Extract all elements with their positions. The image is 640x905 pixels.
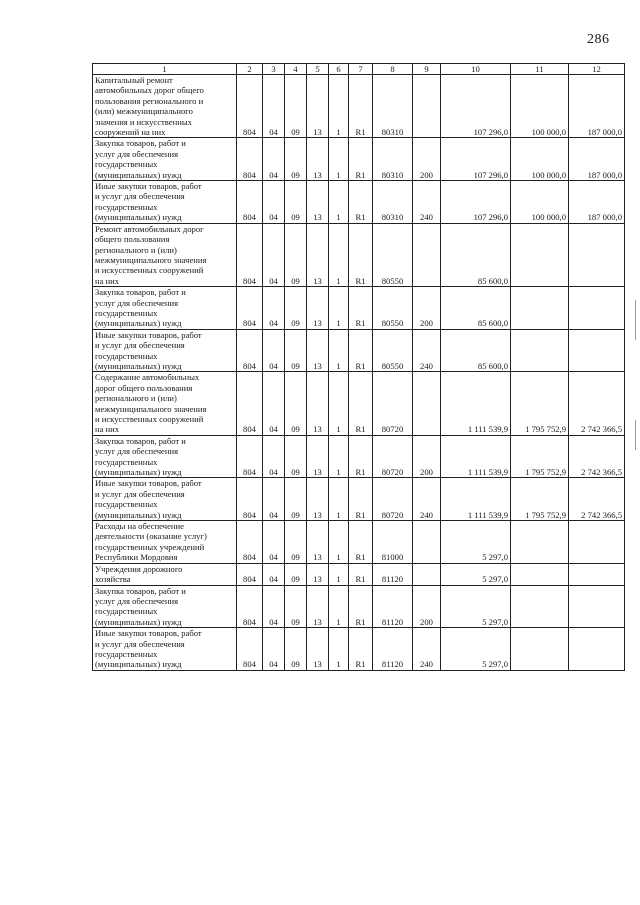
cell-col-10: 5 297,0 [441, 521, 511, 564]
cell-col-5: 13 [307, 521, 329, 564]
cell-col-7: R1 [349, 138, 373, 181]
cell-col-10: 107 296,0 [441, 181, 511, 224]
cell-col-9: 240 [413, 181, 441, 224]
description-line: Содержание автомобильных [95, 372, 200, 383]
description-line: автомобильных дорог общего [95, 85, 204, 96]
cell-col-2: 804 [237, 181, 263, 224]
cell-col-12 [569, 223, 625, 286]
table-row [93, 585, 625, 628]
cell-col-3: 04 [263, 435, 285, 478]
description-line: Закупка товаров, работ и [95, 585, 186, 596]
scan-edge-mark [635, 420, 636, 450]
column-header: 11 [511, 64, 569, 75]
cell-col-2: 804 [237, 563, 263, 585]
cell-col-10: 5 297,0 [441, 563, 511, 585]
row-description [93, 181, 237, 224]
cell-col-2: 804 [237, 521, 263, 564]
cell-col-10: 1 111 539,9 [441, 478, 511, 521]
table-row [93, 138, 625, 181]
cell-col-8: 80720 [373, 478, 413, 521]
description-line: межмуниципального значения [95, 254, 207, 265]
scan-edge-mark [635, 300, 636, 340]
description-line: значения и искусственных [95, 116, 192, 127]
cell-col-4: 09 [285, 478, 307, 521]
cell-col-9 [413, 223, 441, 286]
cell-col-11: 100 000,0 [511, 75, 569, 138]
cell-col-2: 804 [237, 435, 263, 478]
description-line: пользования регионального и [95, 95, 204, 106]
cell-col-4: 09 [285, 287, 307, 330]
cell-col-7: R1 [349, 372, 373, 435]
description-line: и услуг для обеспечения [95, 340, 185, 351]
column-header: 6 [329, 64, 349, 75]
cell-col-9: 240 [413, 628, 441, 671]
cell-col-6: 1 [329, 478, 349, 521]
description-line: на них [95, 424, 120, 435]
cell-col-11 [511, 223, 569, 286]
row-description [93, 287, 237, 330]
table-header-row [93, 64, 625, 75]
cell-col-10: 85 600,0 [441, 329, 511, 372]
table-row [93, 563, 625, 585]
cell-col-9 [413, 372, 441, 435]
cell-col-3: 04 [263, 521, 285, 564]
cell-col-4: 09 [285, 223, 307, 286]
cell-col-3: 04 [263, 75, 285, 138]
table-row [93, 287, 625, 330]
cell-col-3: 04 [263, 585, 285, 628]
cell-col-4: 09 [285, 138, 307, 181]
description-line: Закупка товаров, работ и [95, 287, 186, 298]
table-row [93, 75, 625, 138]
description-line: и искусственных сооружений [95, 265, 204, 276]
cell-col-11: 1 795 752,9 [511, 478, 569, 521]
column-header: 2 [237, 64, 263, 75]
cell-col-5: 13 [307, 563, 329, 585]
row-description [93, 223, 237, 286]
row-description [93, 563, 237, 585]
description-line: (муниципальных) нужд [95, 318, 182, 329]
description-line: Ремонт автомобильных дорог [95, 223, 204, 234]
description-line: (муниципальных) нужд [95, 616, 182, 627]
description-line: государственных [95, 606, 158, 617]
cell-col-2: 804 [237, 585, 263, 628]
cell-col-11 [511, 521, 569, 564]
description-line: государственных [95, 350, 158, 361]
cell-col-12: 187 000,0 [569, 138, 625, 181]
cell-col-6: 1 [329, 563, 349, 585]
cell-col-12: 187 000,0 [569, 181, 625, 224]
cell-col-8: 80310 [373, 138, 413, 181]
cell-col-5: 13 [307, 628, 329, 671]
cell-col-11 [511, 287, 569, 330]
description-line: Иные закупки товаров, работ [95, 478, 202, 489]
cell-col-8: 80310 [373, 75, 413, 138]
cell-col-6: 1 [329, 287, 349, 330]
cell-col-7: R1 [349, 585, 373, 628]
cell-col-12: 187 000,0 [569, 75, 625, 138]
cell-col-6: 1 [329, 435, 349, 478]
cell-col-5: 13 [307, 329, 329, 372]
cell-col-5: 13 [307, 181, 329, 224]
budget-table [92, 63, 625, 671]
cell-col-2: 804 [237, 223, 263, 286]
cell-col-3: 04 [263, 628, 285, 671]
description-line: государственных учреждений [95, 541, 205, 552]
description-line: услуг для обеспечения [95, 446, 179, 457]
cell-col-8: 81000 [373, 521, 413, 564]
cell-col-12 [569, 563, 625, 585]
cell-col-6: 1 [329, 75, 349, 138]
row-description [93, 521, 237, 564]
cell-col-12: 2 742 366,5 [569, 435, 625, 478]
description-line: государственных [95, 307, 158, 318]
description-line: и услуг для обеспечения [95, 488, 185, 499]
description-line: Иные закупки товаров, работ [95, 181, 202, 192]
description-line: услуг для обеспечения [95, 297, 179, 308]
cell-col-7: R1 [349, 628, 373, 671]
cell-col-6: 1 [329, 372, 349, 435]
cell-col-4: 09 [285, 585, 307, 628]
row-description [93, 138, 237, 181]
cell-col-3: 04 [263, 329, 285, 372]
description-line: Учреждения дорожного [95, 563, 183, 574]
column-header: 5 [307, 64, 329, 75]
cell-col-4: 09 [285, 521, 307, 564]
description-line: (муниципальных) нужд [95, 212, 182, 223]
cell-col-7: R1 [349, 563, 373, 585]
cell-col-3: 04 [263, 287, 285, 330]
description-line: (или) межмуниципального [95, 106, 193, 117]
cell-col-3: 04 [263, 478, 285, 521]
description-line: Иные закупки товаров, работ [95, 628, 202, 639]
table-row [93, 478, 625, 521]
cell-col-7: R1 [349, 478, 373, 521]
cell-col-10: 1 111 539,9 [441, 435, 511, 478]
cell-col-3: 04 [263, 372, 285, 435]
cell-col-9: 200 [413, 287, 441, 330]
column-header: 4 [285, 64, 307, 75]
cell-col-12 [569, 329, 625, 372]
cell-col-11 [511, 329, 569, 372]
cell-col-9: 240 [413, 329, 441, 372]
cell-col-5: 13 [307, 223, 329, 286]
cell-col-10: 1 111 539,9 [441, 372, 511, 435]
cell-col-10: 107 296,0 [441, 75, 511, 138]
cell-col-6: 1 [329, 521, 349, 564]
row-description [93, 329, 237, 372]
table-row [93, 628, 625, 671]
cell-col-6: 1 [329, 329, 349, 372]
cell-col-9: 200 [413, 138, 441, 181]
cell-col-5: 13 [307, 478, 329, 521]
description-line: услуг для обеспечения [95, 148, 179, 159]
cell-col-10: 107 296,0 [441, 138, 511, 181]
cell-col-2: 804 [237, 628, 263, 671]
table-row [93, 372, 625, 435]
description-line: услуг для обеспечения [95, 595, 179, 606]
cell-col-8: 81120 [373, 563, 413, 585]
row-description [93, 628, 237, 671]
cell-col-11: 1 795 752,9 [511, 372, 569, 435]
cell-col-7: R1 [349, 435, 373, 478]
row-description [93, 372, 237, 435]
description-line: и услуг для обеспечения [95, 638, 185, 649]
cell-col-5: 13 [307, 585, 329, 628]
column-header: 1 [93, 64, 237, 75]
cell-col-2: 804 [237, 329, 263, 372]
cell-col-5: 13 [307, 372, 329, 435]
cell-col-2: 804 [237, 478, 263, 521]
description-line: государственных [95, 201, 158, 212]
description-line: дорог общего пользования [95, 382, 193, 393]
cell-col-7: R1 [349, 223, 373, 286]
row-description [93, 435, 237, 478]
row-description [93, 585, 237, 628]
cell-col-8: 80310 [373, 181, 413, 224]
column-header: 3 [263, 64, 285, 75]
description-line: (муниципальных) нужд [95, 360, 182, 371]
table-row [93, 435, 625, 478]
table-row [93, 181, 625, 224]
cell-col-3: 04 [263, 223, 285, 286]
cell-col-2: 804 [237, 287, 263, 330]
cell-col-4: 09 [285, 181, 307, 224]
cell-col-10: 85 600,0 [441, 287, 511, 330]
description-line: (муниципальных) нужд [95, 659, 182, 670]
cell-col-11 [511, 585, 569, 628]
description-line: Закупка товаров, работ и [95, 138, 186, 149]
cell-col-2: 804 [237, 75, 263, 138]
cell-col-4: 09 [285, 329, 307, 372]
table-row [93, 223, 625, 286]
cell-col-6: 1 [329, 223, 349, 286]
cell-col-10: 5 297,0 [441, 585, 511, 628]
cell-col-7: R1 [349, 75, 373, 138]
cell-col-6: 1 [329, 585, 349, 628]
cell-col-8: 80550 [373, 223, 413, 286]
cell-col-11: 1 795 752,9 [511, 435, 569, 478]
cell-col-4: 09 [285, 435, 307, 478]
cell-col-8: 80720 [373, 435, 413, 478]
description-line: деятельности (оказание услуг) [95, 531, 207, 542]
cell-col-9 [413, 75, 441, 138]
column-header: 9 [413, 64, 441, 75]
cell-col-7: R1 [349, 181, 373, 224]
cell-col-5: 13 [307, 435, 329, 478]
table-row [93, 521, 625, 564]
description-line: государственных [95, 648, 158, 659]
description-line: государственных [95, 456, 158, 467]
cell-col-4: 09 [285, 563, 307, 585]
description-line: государственных [95, 499, 158, 510]
cell-col-12 [569, 287, 625, 330]
cell-col-4: 09 [285, 75, 307, 138]
cell-col-8: 80550 [373, 287, 413, 330]
description-line: (муниципальных) нужд [95, 169, 182, 180]
cell-col-9: 240 [413, 478, 441, 521]
description-line: сооружений на них [95, 127, 166, 138]
description-line: и искусственных сооружений [95, 414, 204, 424]
cell-col-12 [569, 521, 625, 564]
cell-col-4: 09 [285, 372, 307, 435]
cell-col-11: 100 000,0 [511, 138, 569, 181]
description-line: Капитальный ремонт [95, 75, 173, 85]
description-line: Иные закупки товаров, работ [95, 329, 202, 340]
column-header: 7 [349, 64, 373, 75]
cell-col-5: 13 [307, 138, 329, 181]
description-line: регионального и (или) [95, 393, 177, 404]
description-line: (муниципальных) нужд [95, 467, 182, 478]
cell-col-11: 100 000,0 [511, 181, 569, 224]
description-line: Закупка товаров, работ и [95, 435, 186, 446]
cell-col-2: 804 [237, 138, 263, 181]
description-line: государственных [95, 159, 158, 170]
cell-col-6: 1 [329, 628, 349, 671]
cell-col-6: 1 [329, 138, 349, 181]
description-line: межмуниципального значения [95, 403, 207, 414]
column-header: 8 [373, 64, 413, 75]
cell-col-10: 5 297,0 [441, 628, 511, 671]
description-line: общего пользования [95, 234, 170, 245]
page-number: 286 [587, 32, 610, 47]
cell-col-9: 200 [413, 435, 441, 478]
description-line: регионального и (или) [95, 244, 177, 255]
description-line: хозяйства [95, 574, 131, 585]
cell-col-12: 2 742 366,5 [569, 372, 625, 435]
cell-col-10: 85 600,0 [441, 223, 511, 286]
description-line: на них [95, 275, 120, 286]
cell-col-8: 80720 [373, 372, 413, 435]
cell-col-7: R1 [349, 521, 373, 564]
description-line: и услуг для обеспечения [95, 191, 185, 202]
cell-col-8: 80550 [373, 329, 413, 372]
cell-col-3: 04 [263, 563, 285, 585]
table-row [93, 329, 625, 372]
cell-col-3: 04 [263, 138, 285, 181]
cell-col-12 [569, 585, 625, 628]
cell-col-3: 04 [263, 181, 285, 224]
description-line: (муниципальных) нужд [95, 509, 182, 520]
column-header: 10 [441, 64, 511, 75]
cell-col-2: 804 [237, 372, 263, 435]
row-description [93, 478, 237, 521]
cell-col-8: 81120 [373, 628, 413, 671]
cell-col-8: 81120 [373, 585, 413, 628]
cell-col-5: 13 [307, 287, 329, 330]
cell-col-9 [413, 563, 441, 585]
cell-col-12: 2 742 366,5 [569, 478, 625, 521]
cell-col-9 [413, 521, 441, 564]
description-line: Расходы на обеспечение [95, 521, 184, 532]
column-header: 12 [569, 64, 625, 75]
cell-col-7: R1 [349, 329, 373, 372]
cell-col-7: R1 [349, 287, 373, 330]
cell-col-11 [511, 563, 569, 585]
cell-col-9: 200 [413, 585, 441, 628]
row-description [93, 75, 237, 138]
description-line: Республики Мордовия [95, 552, 178, 563]
cell-col-4: 09 [285, 628, 307, 671]
cell-col-11 [511, 628, 569, 671]
cell-col-12 [569, 628, 625, 671]
cell-col-5: 13 [307, 75, 329, 138]
cell-col-6: 1 [329, 181, 349, 224]
